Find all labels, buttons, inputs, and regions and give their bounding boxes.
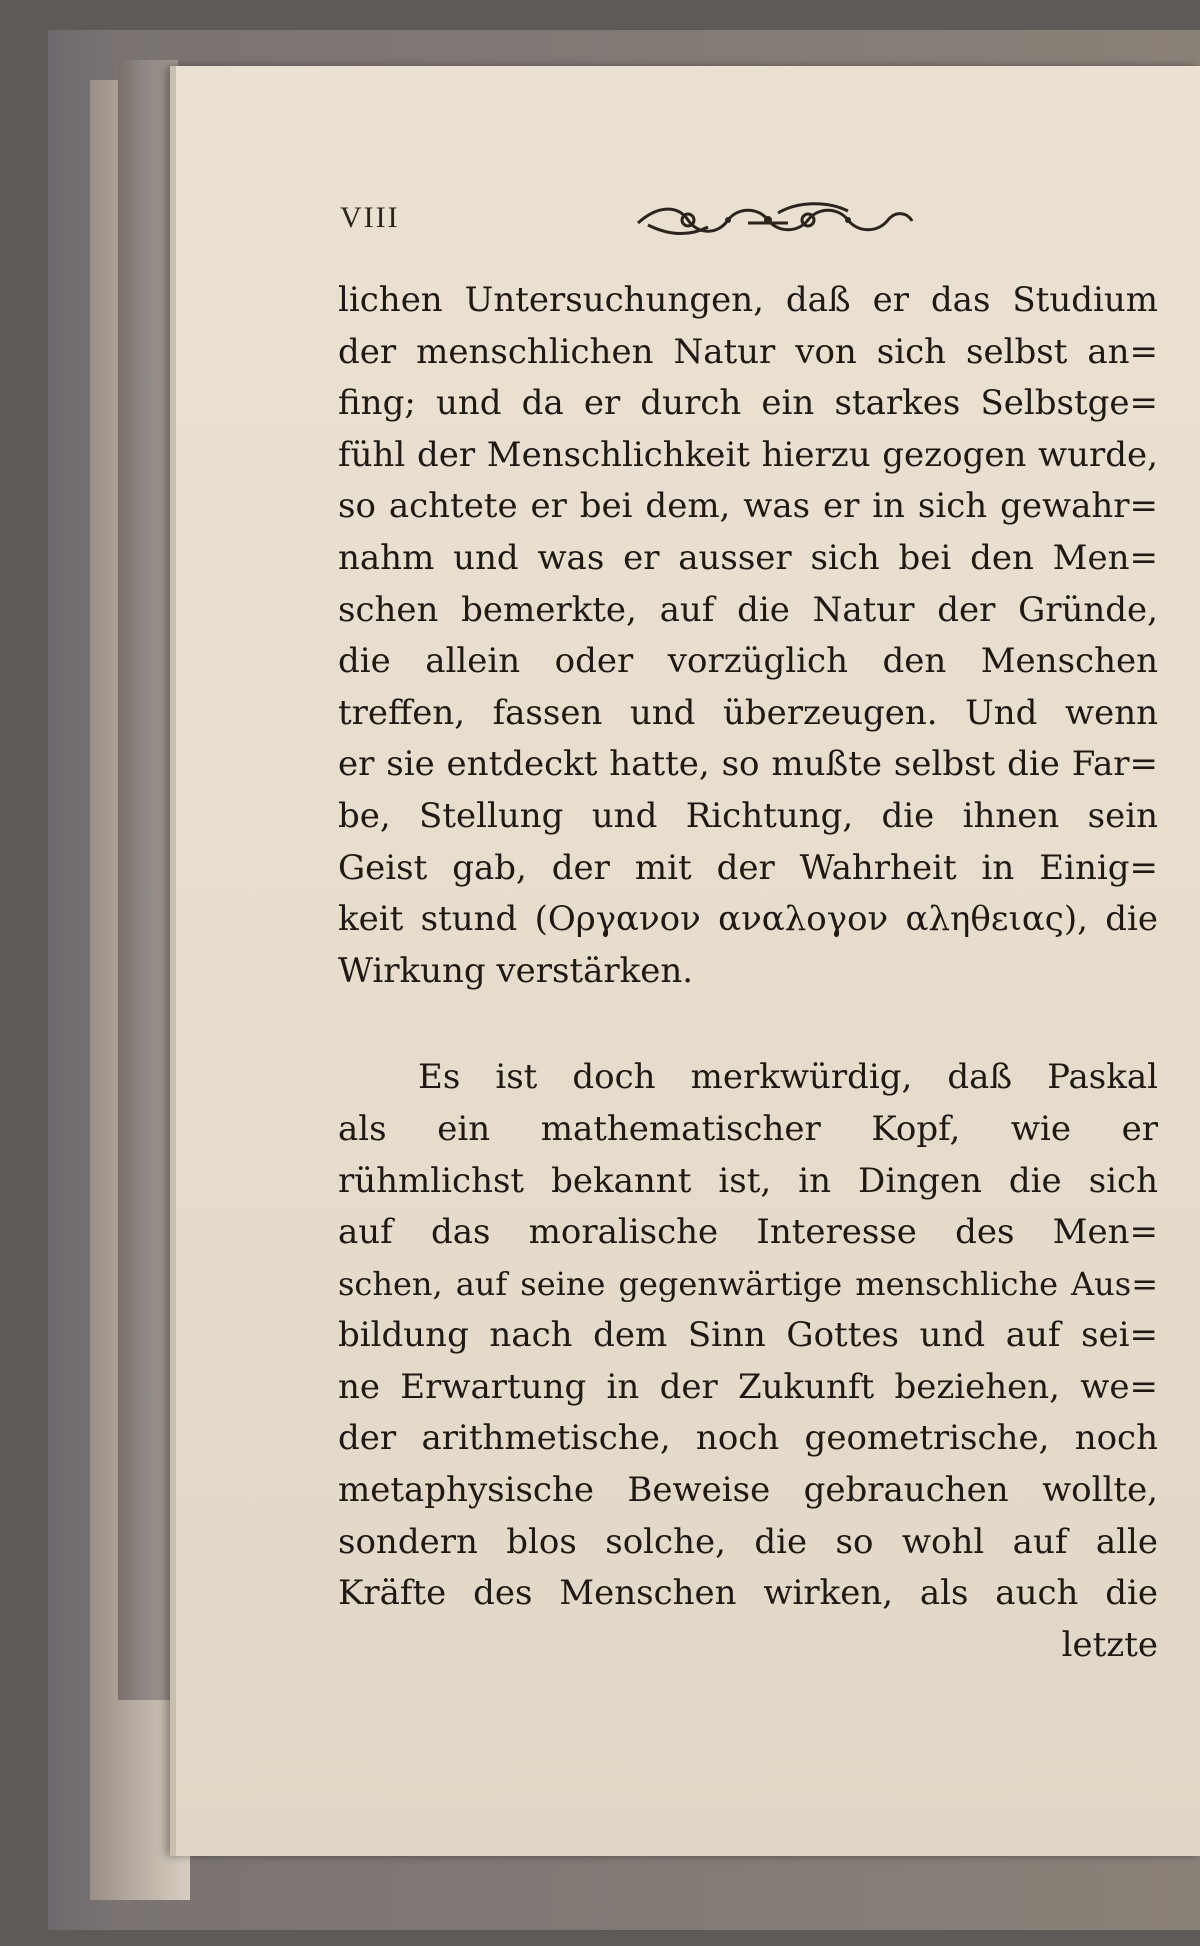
paragraph-2 [338,1052,1158,1620]
page-gutter [170,66,176,1856]
ornament-icon [628,195,918,245]
text-line: der menschlichen Natur von sich selbst an= [338,331,1158,372]
text-line: als ein mathematischer Kopf, wie er [338,1108,1158,1149]
book-spine [118,60,178,1700]
text-line: fühl der Menschlichkeit hierzu gezogen wurde, [338,434,1158,475]
text-line: ne Erwartung in der Zukunft beziehen, we= [338,1366,1158,1407]
text-line: rühmlichst bekannt ist, in Dingen die sich [338,1160,1158,1201]
text-line: er sie entdeckt hatte, so mußte selbst die Far= [338,744,1158,785]
text-line: lichen Untersuchungen, daß er das Studium [338,280,1158,320]
text-line: der arithmetische, noch geometrische, noch [338,1418,1158,1459]
text-line: Wirkung verstärken. [338,950,694,991]
text-line: schen, auf seine gegenwärtige menschliche Aus= [338,1264,1158,1303]
text-line: fing; und da er durch ein starkes Selbstge= [338,383,1158,424]
text-line: die allein oder vorzüglich den Menschen [338,641,1158,682]
page-number: VIII [340,201,400,234]
page-body [338,275,1158,1671]
text-line: so achtete er bei dem, was er in sich gewahr= [338,486,1158,527]
text-line: auf das moralische Interesse des Men= [338,1212,1158,1253]
text-line: Es ist doch merkwürdig, daß Paskal [418,1057,1158,1098]
paragraph-1 [338,275,1158,997]
text-line: Kräfte des Menschen wirken, als auch die [338,1573,1158,1614]
text-line: Geist gab, der mit der Wahrheit in Einig= [338,847,1158,888]
text-line: bildung nach dem Sinn Gottes und auf sei= [338,1315,1158,1356]
text-line: schen bemerkte, auf die Natur der Gründe, [338,589,1158,630]
text-line: keit stund (Οργανον αναλογον αληθειας), die [338,899,1158,940]
text-line: sondern blos solche, die so wohl auf alle [338,1521,1158,1562]
text-line: be, Stellung und Richtung, die ihnen sein [338,795,1158,836]
paragraph-gap [338,997,1158,1052]
catchword: letzte [1061,1624,1158,1665]
text-line: nahm und was er ausser sich bei den Men= [338,537,1158,578]
page-header [340,195,1120,255]
text-line: treffen, fassen und überzeugen. Und wenn [338,692,1158,733]
text-line: metaphysische Beweise gebrauchen wollte, [338,1470,1158,1511]
